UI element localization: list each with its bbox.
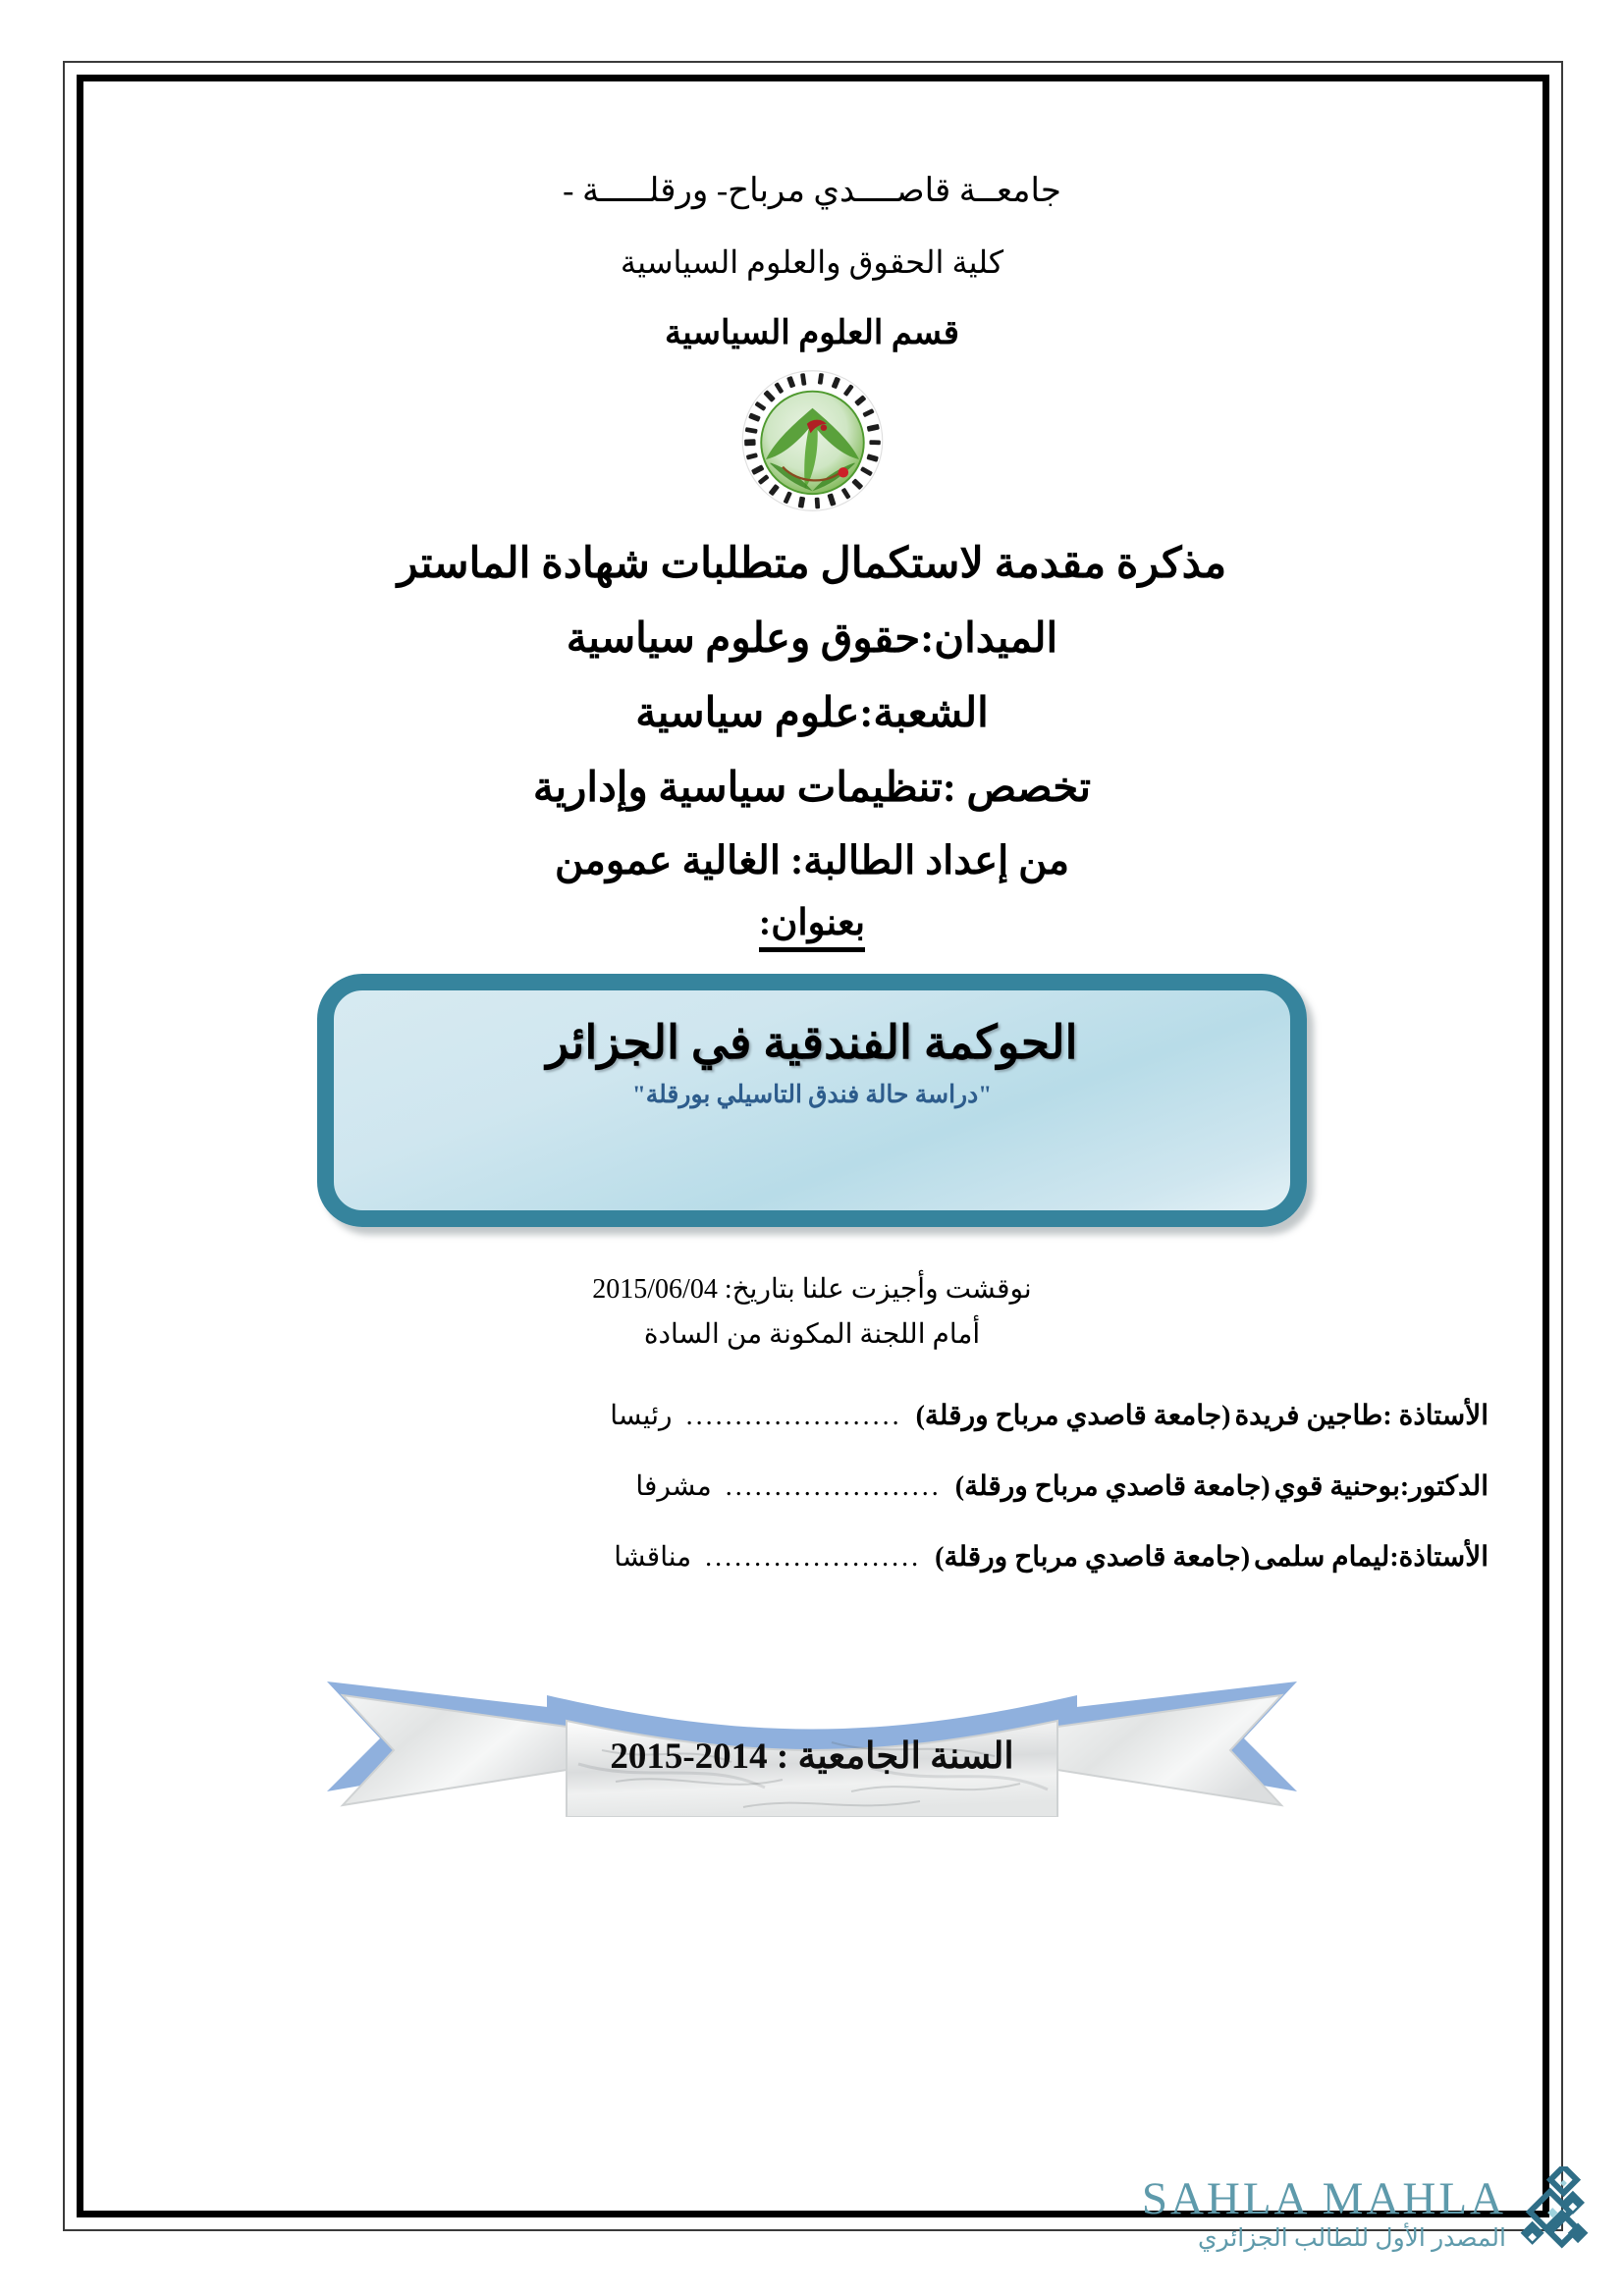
jury-affiliation: (جامعة قاصدي مرباح ورقلة) xyxy=(954,1470,1271,1502)
university-logo-icon xyxy=(736,366,889,515)
page-content xyxy=(98,98,1526,2198)
jury-role: مناقشا xyxy=(614,1541,692,1573)
academic-year-text: السنة الجامعية : 2014-2015 xyxy=(610,1735,1014,1777)
defense-date-line: نوقشت وأجيزت علنا بتاريخ: 2015/06/04 xyxy=(592,1273,1032,1305)
jury-role: رئيسا xyxy=(610,1400,673,1431)
jury-member-name: ليمام سلمى xyxy=(1254,1541,1390,1573)
jury-title: الأستاذة : xyxy=(1382,1400,1489,1431)
department-name: قسم العلوم السياسية xyxy=(664,314,960,351)
academic-year-ribbon xyxy=(321,1644,1303,1817)
degree-field: الميدان:حقوق وعلوم سياسية xyxy=(566,616,1058,662)
university-logo-wrap xyxy=(98,366,1526,515)
jury-dots: ...................... xyxy=(725,1470,942,1502)
student-name-line: من إعداد الطالبة: الغالية عمومن xyxy=(554,838,1070,882)
jury-row xyxy=(135,1469,1489,1503)
entitled-label: بعنوان: xyxy=(759,903,865,952)
degree-statement: مذكرة مقدمة لاستكمال متطلبات شهادة الماستر xyxy=(397,541,1227,587)
degree-branch: الشعبة:علوم سياسية xyxy=(635,691,989,736)
jury-list xyxy=(98,1399,1526,1574)
jury-dots: ...................... xyxy=(705,1541,922,1573)
watermark-texts xyxy=(1141,2173,1506,2252)
jury-row xyxy=(135,1399,1489,1432)
thesis-subtitle: "دراسة حالة فندق التاسيلي بورقلة" xyxy=(631,1081,993,1108)
jury-role: مشرفا xyxy=(635,1470,712,1502)
sahla-mahla-diamond-icon xyxy=(1512,2166,1597,2261)
ribbon-graphic xyxy=(321,1644,1303,1817)
jury-member-name: بوحنية قوي xyxy=(1273,1470,1400,1502)
degree-specialty: تخصص :تنظيمات سياسية وإدارية xyxy=(532,766,1092,811)
sahla-mahla-watermark xyxy=(1142,2166,1597,2261)
jury-title: الدكتور: xyxy=(1399,1470,1489,1502)
defense-committee-line: أمام اللجنة المكونة من السادة xyxy=(643,1319,981,1351)
thesis-title: الحوكمة الفندقية في الجزائر xyxy=(546,1017,1078,1069)
university-name: جامعــة قاصــــدي مرباح- ورقلـــــة - xyxy=(563,173,1061,209)
jury-affiliation: (جامعة قاصدي مرباح ورقلة) xyxy=(915,1400,1231,1431)
jury-title: الأستاذة: xyxy=(1389,1541,1489,1573)
watermark-brand: SAHLA MAHLA xyxy=(1141,2173,1506,2224)
faculty-name: كلية الحقوق والعلوم السياسية xyxy=(620,243,1004,280)
thesis-title-box-inner xyxy=(334,990,1290,1210)
defense-info xyxy=(98,1270,1526,1356)
watermark-tagline: المصدر الأول للطالب الجزائري xyxy=(1197,2225,1506,2252)
jury-member-name: طاجين فريدة xyxy=(1234,1400,1383,1431)
jury-row xyxy=(135,1540,1489,1574)
thesis-title-box xyxy=(317,974,1307,1227)
jury-affiliation: (جامعة قاصدي مرباح ورقلة) xyxy=(935,1541,1251,1573)
jury-dots: ...................... xyxy=(685,1400,902,1431)
